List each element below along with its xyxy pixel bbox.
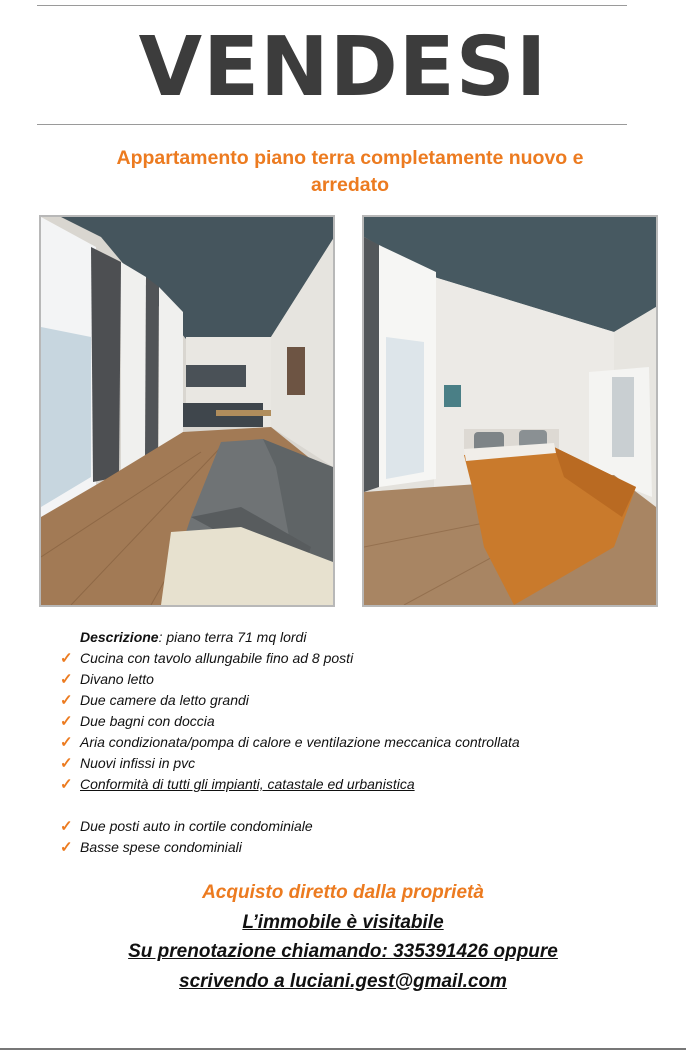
list-item bbox=[60, 711, 660, 732]
phone-line: Su prenotazione chiamando: 335391426 oppure bbox=[128, 941, 558, 962]
living-room-photo bbox=[39, 215, 335, 607]
headline-divider bbox=[37, 124, 627, 125]
list-item-text: Due camere da letto grandi bbox=[80, 692, 249, 708]
headline: VENDESI bbox=[138, 20, 548, 115]
check-icon: ✓ bbox=[60, 692, 73, 709]
check-icon: ✓ bbox=[60, 839, 73, 856]
check-icon: ✓ bbox=[60, 818, 73, 835]
email-line: scrivendo a luciani.gest@gmail.com bbox=[179, 970, 507, 992]
list-item-text: Aria condizionata/pompa di calore e ventilazione meccanica controllata bbox=[80, 734, 520, 750]
check-icon: ✓ bbox=[60, 650, 73, 667]
description-label: Descrizione bbox=[80, 629, 159, 645]
bedroom-photo bbox=[362, 215, 658, 607]
list-item-text: Conformità di tutti gli impianti, catastale ed urbanistica bbox=[80, 776, 415, 792]
check-icon: ✓ bbox=[60, 713, 73, 730]
check-icon: ✓ bbox=[60, 734, 73, 751]
description-heading bbox=[60, 627, 660, 648]
list-item-text: Due posti auto in cortile condominiale bbox=[80, 818, 313, 834]
check-icon: ✓ bbox=[60, 671, 73, 688]
owner-sale-note: Acquisto diretto dalla proprietà bbox=[202, 882, 484, 903]
top-divider bbox=[37, 5, 627, 6]
list-item bbox=[60, 690, 660, 711]
list-item-text: Nuovi infissi in pvc bbox=[80, 755, 196, 771]
list-item bbox=[60, 753, 660, 774]
list-item bbox=[60, 669, 660, 690]
feature-list bbox=[60, 648, 660, 795]
extras-list bbox=[60, 816, 660, 858]
list-item-text: Basse spese condominiali bbox=[80, 839, 242, 855]
list-item-text: Divano letto bbox=[80, 671, 154, 687]
check-icon: ✓ bbox=[60, 776, 73, 793]
contact-section bbox=[0, 878, 686, 996]
list-item bbox=[60, 732, 660, 753]
list-item-text: Due bagni con doccia bbox=[80, 713, 215, 729]
list-item bbox=[60, 816, 660, 837]
list-item bbox=[60, 648, 660, 669]
visit-note: L’immobile è visitabile bbox=[242, 911, 444, 933]
subtitle: Appartamento piano terra completamente nuovo e arredato bbox=[116, 147, 584, 196]
list-item bbox=[60, 774, 660, 795]
list-item-text: Cucina con tavolo allungabile fino ad 8 posti bbox=[80, 650, 354, 666]
description-text: : piano terra 71 mq lordi bbox=[158, 629, 307, 645]
description-section bbox=[60, 627, 660, 858]
list-item bbox=[60, 837, 660, 858]
check-icon: ✓ bbox=[60, 755, 73, 772]
